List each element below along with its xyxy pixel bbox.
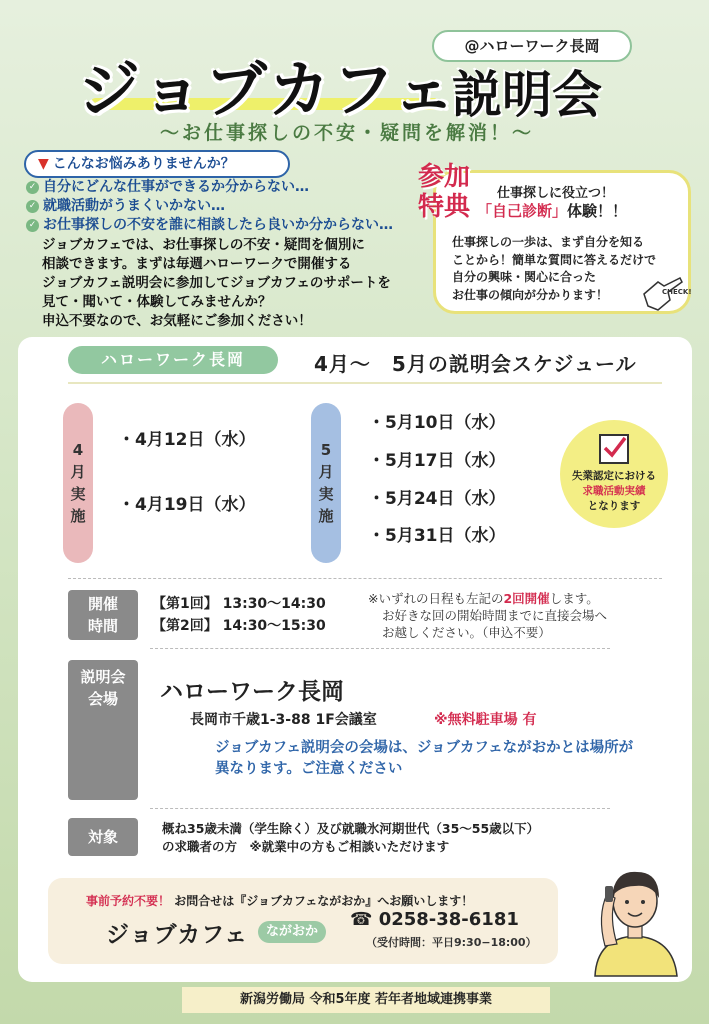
no-reservation-text: 事前予約不要！ — [86, 894, 171, 908]
session-time: 【第1回】 13:30〜14:30 — [152, 596, 326, 612]
time-label-line: 時間 — [87, 617, 118, 635]
note-text: します。 — [549, 591, 599, 606]
may-label-char: 月 — [318, 463, 334, 481]
bonus-badge-line: 特典 — [418, 192, 471, 222]
note-line: お好きな回の開始時間までに直接会場へ — [382, 608, 608, 623]
may-date: ・5月31日（水） — [368, 526, 506, 546]
reception-hours: （受付時間：平日9:30−18:00） — [366, 936, 537, 949]
stamp-line: となります — [587, 500, 641, 512]
parking-note: ※無料駐車場 有 — [434, 712, 537, 728]
note-line — [368, 590, 607, 607]
intro-line: 申込不要なので、お気軽にご参加ください！ — [42, 313, 312, 329]
worry-text: お仕事探しの不安を誰に相談したら良いか分からない… — [43, 217, 393, 233]
bonus-headline-rest: 体験！！ — [567, 202, 628, 220]
bonus-highlight: 「自己診断」 — [477, 202, 568, 220]
divider — [150, 648, 610, 649]
may-date: ・5月24日（水） — [368, 489, 506, 509]
list-item — [26, 178, 393, 197]
intro-line: ジョブカフェ説明会に参加してジョブカフェのサポートを — [42, 275, 391, 291]
venue-label — [68, 660, 138, 800]
venue-name: ハローワーク長岡 — [160, 679, 344, 705]
worries-list — [26, 178, 393, 235]
april-date: ・4月19日（水） — [118, 495, 256, 515]
venue-label-line: 会場 — [87, 690, 118, 708]
stamp-line: 失業認定における — [572, 470, 656, 482]
target-line: の求職者の方 ※就業中の方もご相談いただけます — [162, 839, 450, 854]
bonus-text-line: 自分の興味・関心に合った — [452, 270, 597, 284]
session-time: 【第2回】 14:30〜15:30 — [152, 618, 326, 634]
title-main: ジョブカフェ — [78, 53, 458, 126]
bonus-badge — [418, 162, 470, 222]
bonus-text-line: ことから！簡単な質問に答えるだけで — [452, 252, 657, 267]
list-item — [26, 197, 393, 216]
jobcafe-logo: ジョブカフェ — [106, 922, 249, 948]
april-label-char: 4 — [72, 441, 84, 459]
session-times — [152, 593, 326, 637]
april-label — [63, 403, 93, 563]
footer: 新潟労働局 令和5年度 若年者地域連携事業 — [182, 987, 550, 1013]
may-label-char: 5 — [320, 441, 332, 459]
worry-text: 就職活動がうまくいかない… — [43, 198, 225, 214]
schedule-tab: ハローワーク長岡 — [68, 346, 278, 374]
may-date: ・5月17日（水） — [368, 451, 506, 471]
may-label — [311, 403, 341, 563]
check-icon: ✓ — [26, 219, 39, 232]
logo-tag: ながおか — [258, 921, 326, 943]
venue-warning: ジョブカフェ説明会の会場は、ジョブカフェながおかとは場所が異なります。ご注意ください — [215, 740, 634, 777]
intro-line: 相談できます。まずは毎週ハローワークで開催する — [42, 256, 352, 272]
divider — [68, 578, 662, 579]
stamp-line-highlight: 求職活動実績 — [582, 485, 646, 497]
contact-inquiry — [86, 892, 473, 909]
phone-number: ☎ 0258-38-6181 — [350, 909, 519, 930]
check-icon: ✓ — [26, 181, 39, 194]
intro-line: ジョブカフェでは、お仕事探しの不安・疑問を個別に — [42, 237, 365, 253]
note-highlight: 2回開催 — [503, 591, 550, 606]
venue-address: 長岡市千歳1-3-88 1F会議室 — [190, 712, 377, 728]
location-badge: @ハローワーク長岡 — [432, 30, 632, 62]
april-date: ・4月12日（水） — [118, 430, 256, 450]
time-label-line: 開催 — [87, 595, 118, 613]
worries-heading-text: こんなお悩みありませんか？ — [52, 156, 235, 172]
triangle-down-icon: ▼ — [38, 156, 49, 172]
bonus-badge-line: 参加 — [418, 162, 471, 192]
bonus-text-line: お仕事の傾向が分かります！ — [452, 287, 609, 302]
worry-text: 自分にどんな仕事ができるか分からない… — [43, 179, 309, 195]
time-label — [68, 590, 138, 640]
schedule-title: 4月〜 5月の説明会スケジュール — [314, 352, 637, 376]
check-icon: ✓ — [26, 200, 39, 213]
certification-stamp — [560, 420, 668, 528]
note-line: お越しください。（申込不要） — [382, 625, 551, 640]
inquiry-text: お問合せは『ジョブカフェながおか』へお願いします！ — [174, 894, 474, 908]
list-item — [26, 216, 393, 235]
target-label: 対象 — [68, 818, 138, 856]
divider — [150, 808, 610, 809]
bonus-desc: 仕事探しに役立つ！ — [497, 186, 615, 201]
pointing-hand-icon — [640, 272, 692, 314]
note-text: ※いずれの日程も左記の — [368, 591, 504, 606]
april-label-char: 月 — [70, 463, 86, 481]
bonus-headline — [477, 200, 627, 221]
intro-line: 見て・聞いて・体験してみませんか？ — [42, 294, 272, 310]
may-date: ・5月10日（水） — [368, 413, 506, 433]
checkbox-icon — [599, 434, 629, 464]
target-text — [162, 820, 539, 856]
session-note — [368, 590, 607, 641]
venue-label-line: 説明会 — [80, 668, 126, 686]
may-label-char: 施 — [318, 507, 334, 525]
person-on-phone-illustration — [585, 856, 685, 976]
tagline: 〜お仕事探しの不安・疑問を解消！〜 — [160, 122, 535, 144]
may-label-char: 実 — [318, 485, 334, 503]
worries-heading — [24, 150, 290, 178]
title-sub: 説明会 — [452, 66, 602, 124]
intro-text — [42, 236, 422, 331]
april-label-char: 実 — [70, 485, 86, 503]
bonus-text-line: 仕事探しの一歩は、まず自分を知る — [452, 235, 645, 249]
april-label-char: 施 — [70, 507, 86, 525]
target-line: 概ね35歳未満（学生除く）及び就職氷河期世代（35〜55歳以下） — [162, 821, 540, 836]
check-label: CHECK! — [662, 288, 692, 296]
divider — [68, 382, 662, 384]
